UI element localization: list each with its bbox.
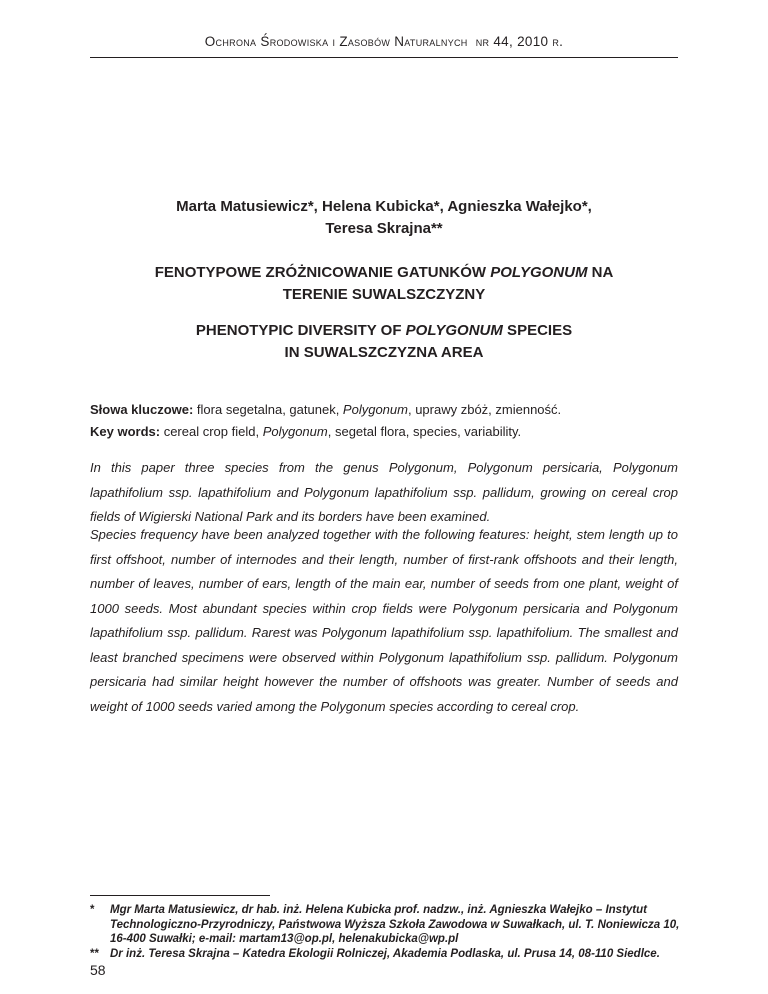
footnote-2-mark: **: [90, 947, 99, 960]
footnote-divider: [90, 895, 270, 896]
abstract-paragraph-1: In this paper three species from the genus Polygonum, Polygonum persicaria, Polygonum lapathifolium ssp. lapathifolium and Polygonum lapathifolium ssp. pallidum, growing on cereal crop fields of Wigierski National Park and its borders have been examined.: [90, 460, 678, 524]
keywords-english-pre: cereal crop field,: [160, 424, 263, 439]
keywords-polish: [90, 400, 678, 420]
title-english-pre: PHENOTYPIC DIVERSITY OF: [195, 322, 406, 339]
title-polish-post: NA: [587, 264, 614, 281]
title-polish-line-2: TERENIE SUWALSZCZYZNY: [282, 286, 486, 303]
title-polish-genus: POLYGONUM: [490, 264, 588, 281]
running-header: [90, 34, 678, 49]
authors-line-2: Teresa Skrajna**: [325, 220, 443, 237]
keywords-english-post: , segetal flora, species, variability.: [327, 424, 522, 439]
journal-name: Ochrona Środowiska i Zasobów Naturalnych: [204, 34, 468, 49]
title-polish: [90, 262, 678, 306]
title-english-line-2: IN SUWALSZCZYZNA AREA: [284, 344, 484, 361]
authors-line-1: Marta Matusiewicz*, Helena Kubicka*, Agnieszka Wałejko*,: [176, 198, 592, 215]
footnote-1: [90, 903, 690, 947]
footnote-2-text: Dr inż. Teresa Skrajna – Katedra Ekologii Rolniczej, Akademia Podlaska, ul. Prusa 14, 08-110 Siedlce.: [110, 947, 660, 960]
title-polish-line-1: [90, 262, 678, 284]
keywords-polish-post: , uprawy zbóż, zmienność.: [407, 402, 562, 417]
title-english-line-1: [90, 320, 678, 342]
keywords-polish-genus: Polygonum: [342, 402, 408, 417]
title-english-post: SPECIES: [502, 322, 573, 339]
keywords-polish-label: Słowa kluczowe:: [90, 402, 194, 417]
keywords-english-label: Key words:: [90, 424, 161, 439]
page-number: 58: [90, 962, 106, 978]
header-divider: [90, 57, 678, 58]
title-english-genus: POLYGONUM: [405, 322, 503, 339]
author-list: [90, 196, 678, 240]
footnote-1-text: Mgr Marta Matusiewicz, dr hab. inż. Helena Kubicka prof. nadzw., inż. Agnieszka Wałejko – Instytut Technologiczno-Przyrodniczy, Państwowa Wyższa Szkoła Zawodowa w Suwałkach, ul. T. Noniewicza 10, 16-400 Suwałki; e-mail: martam13@op.pl, helenakubicka@wp.pl: [110, 904, 680, 945]
footnotes: [90, 903, 690, 961]
issue-info: nr 44, 2010 r.: [475, 34, 564, 49]
title-polish-pre: FENOTYPOWE ZRÓŻNICOWANIE GATUNKÓW: [154, 264, 491, 281]
abstract-paragraph-2: Species frequency have been analyzed together with the following features: height, stem length up to first offshoot, number of internodes and their length, number of first-rank offshoots and their length, number of leaves, number of ears, length of the main ear, number of seeds from one plant, weight of 1000 seeds. Most abundant species within crop fields were Polygonum persicaria and Polygonum lapathifolium ssp. pallidum. Rarest was Polygonum lapathifolium ssp. lapathifolium. The smallest and least branched specimens were observed within Polygonum lapathifolium ssp. pallidum. Polygonum persicaria had similar height however the number of offshoots was greater. Number of seeds and weight of 1000 seeds varied among the Polygonum species according to cereal crop.: [90, 527, 678, 714]
keywords-polish-pre: flora segetalna, gatunek,: [193, 402, 343, 417]
footnote-1-mark: *: [90, 904, 95, 916]
title-english: [90, 320, 678, 364]
keywords-english: [90, 422, 678, 442]
keywords-english-genus: Polygonum: [262, 424, 328, 439]
footnote-2: [90, 947, 690, 962]
